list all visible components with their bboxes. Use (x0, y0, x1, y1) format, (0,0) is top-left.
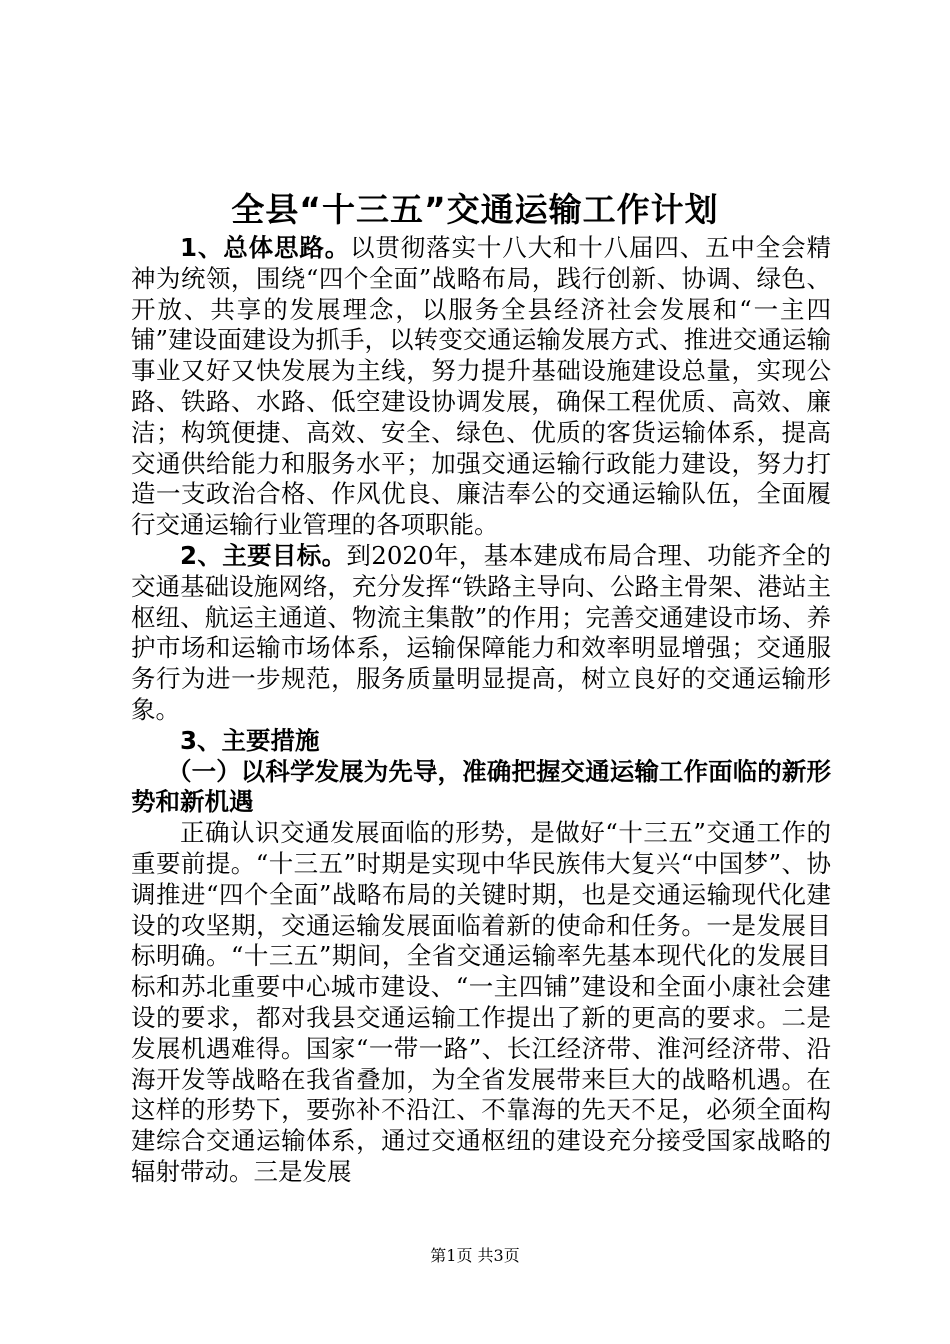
section-heading-1: 1、总体思路。 (180, 233, 351, 262)
section-text-2: 到2020年，基本建成布局合理、功能齐全的交通基础设施网络，充分发挥“铁路主导向、公路主骨架、港站主枢纽、航运主通道、物流主集散”的作用；完善交通建设市场、养护市场和运输市场体系，运输保障能力和效率明显增强；交通服务行为进一步规范，服务质量明显提高，树立良好的交通运输形象。 (131, 540, 832, 724)
paragraph-subsection-1: 正确认识交通发展面临的形势，是做好“十三五”交通工作的重要前提。“十三五”时期是实现中华民族伟大复兴“中国梦”、协调推进“四个全面”战略布局的关键时期，也是交通运输现代化建设的攻坚期，交通运输发展面临着新的使命和任务。一是发展目标明确。“十三五”期间，全省交通运输率先基本现代化的发展目标和苏北重要中心城市建设、“一主四铺”建设和全面小康社会建设的要求，都对我县交通运输工作提出了新的更高的要求。二是发展机遇难得。国家“一带一路”、长江经济带、淮河经济带、沿海开发等战略在我省叠加，为全省发展带来巨大的战略机遇。在这样的形势下，要弥补不沿江、不靠海的先天不足，必须全面构建综合交通运输体系，通过交通枢纽的建设充分接受国家战略的辐射带动。三是发展 (131, 818, 831, 1186)
subsection-heading-1: （一）以科学发展为先导，准确把握交通运输工作面临的新形势和新机遇 (131, 756, 831, 817)
page-number: 第1页 共3页 (430, 1246, 520, 1265)
paragraph-main-measures (131, 726, 831, 757)
section-text-1: 以贯彻落实十八大和十八届四、五中全会精神为统领，围绕“四个全面”战略布局，践行创新、协调、绿色、开放、共享的发展理念，以服务全县经济社会发展和“一主四铺”建设面建设为抓手，以转变交通运输发展方式、推进交通运输事业又好又快发展为主线，努力提升基础设施建设总量，实现公路、铁路、水路、低空建设协调发展，确保工程优质、高效、廉洁；构筑便捷、高效、安全、绿色、优质的客货运输体系，提高交通供给能力和服务水平；加强交通运输行政能力建设，努力打造一支政治合格、作风优良、廉洁奉公的交通运输队伍，全面履行交通运输行业管理的各项职能。 (131, 233, 832, 540)
document-body (131, 233, 831, 1188)
section-heading-2: 2、主要目标。 (180, 540, 347, 570)
paragraph-overall-approach (131, 233, 831, 541)
document-title: 全县“十三五”交通运输工作计划 (231, 190, 719, 229)
paragraph-main-goals (131, 541, 831, 726)
section-heading-3: 3、主要措施 (180, 725, 320, 755)
